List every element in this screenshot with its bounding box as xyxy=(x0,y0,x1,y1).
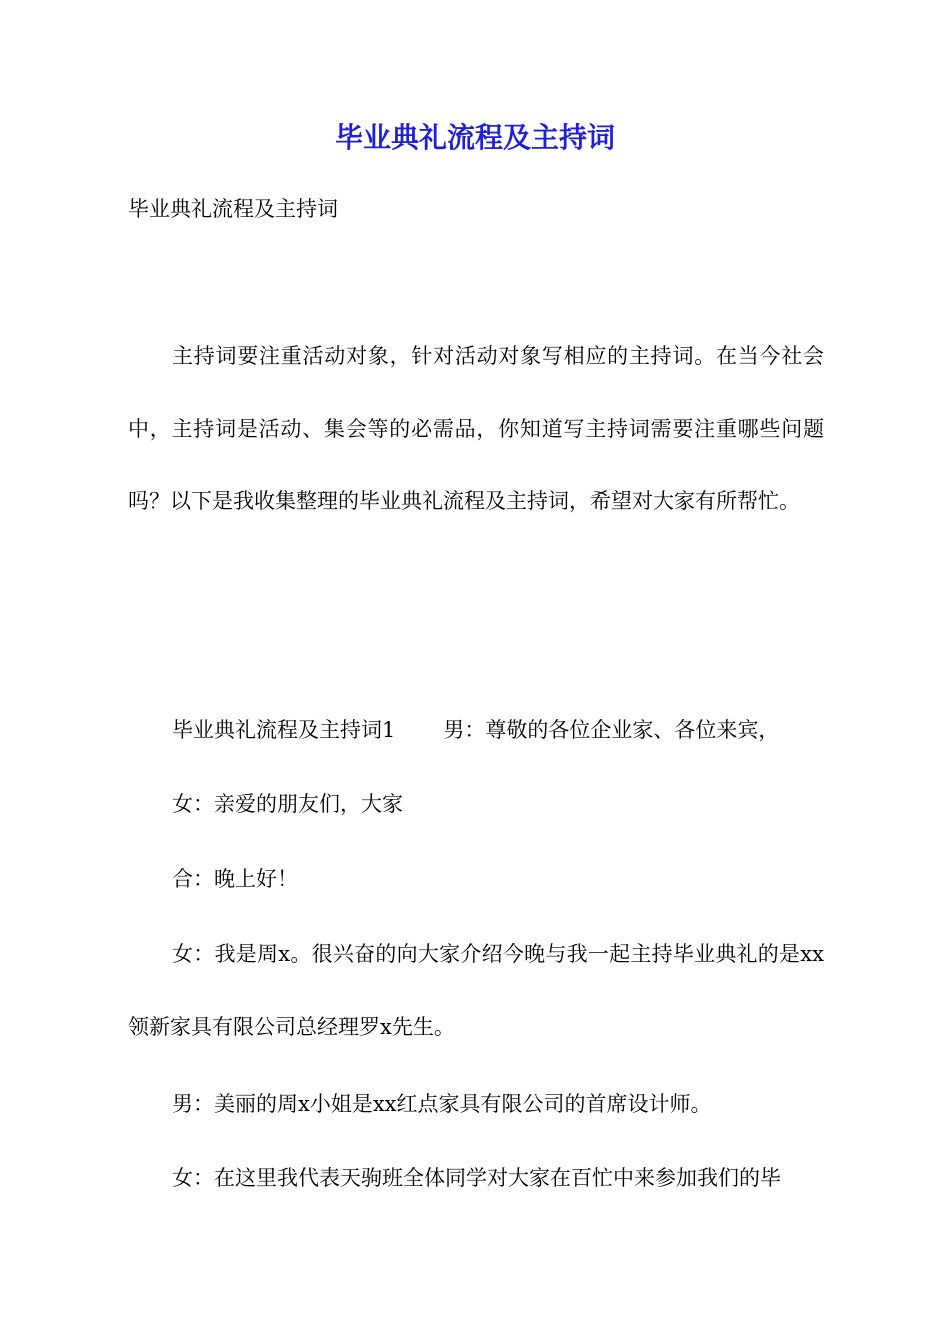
dialogue-para-female-2: 女：我是周x。很兴奋的向大家介绍今晚与我一起主持毕业典礼的是xx领新家具有限公司总经理罗x先生。 xyxy=(128,942,824,1039)
dialogue-line-female-1: 女：亲爱的朋友们，大家 xyxy=(172,792,403,816)
section-first-line: 男：尊敬的各位企业家、各位来宾， xyxy=(443,718,780,742)
dialogue-line-male-2: 男：美丽的周x小姐是xx红点家具有限公司的首席设计师。 xyxy=(172,1092,712,1116)
section-heading-line xyxy=(172,715,779,745)
dialogue-line-together: 合：晚上好！ xyxy=(172,867,298,891)
document-title: 毕业典礼流程及主持词 xyxy=(334,121,615,154)
intro-paragraph: 主持词要注重活动对象，针对活动对象写相应的主持词。在当今社会中，主持词是活动、集会等的必需品，你知道写主持词需要注重哪些问题吗？以下是我收集整理的毕业典礼流程及主持词，希望对大家有所帮忙。 xyxy=(128,344,824,513)
document-subtitle: 毕业典礼流程及主持词 xyxy=(128,197,338,221)
dialogue-line-female-3: 女：在这里我代表天驹班全体同学对大家在百忙中来参加我们的毕 xyxy=(172,1166,781,1190)
section-heading: 毕业典礼流程及主持词1 xyxy=(172,718,396,742)
